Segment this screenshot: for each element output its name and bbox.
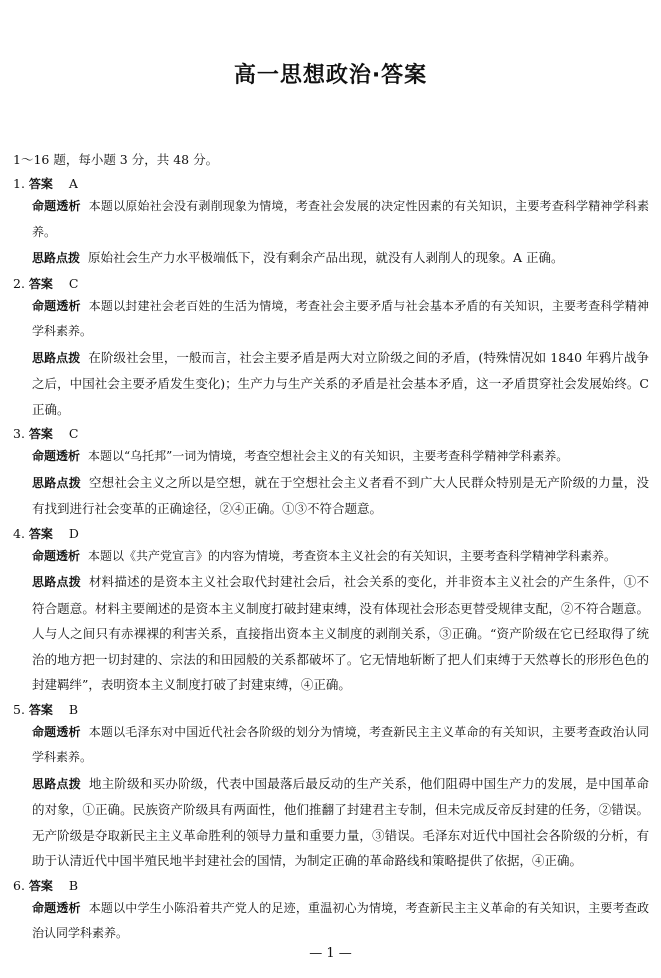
answer-value: D [68, 525, 79, 541]
answer-value: C [68, 275, 79, 291]
analysis-text: 本题以《共产党宣言》的内容为情境，考查资本主义社会的有关知识，主要考查科学精神学科素养。 [88, 548, 617, 563]
idea-label: 思路点拨 [32, 350, 81, 365]
analysis-label: 命题透析 [32, 548, 81, 563]
answer-label: 答案 [28, 526, 53, 541]
answer-label: 答案 [28, 177, 53, 191]
page-title: 高一思想政治·答案 [233, 63, 428, 88]
idea-label: 思路点拨 [32, 475, 81, 490]
idea-text: 地主阶级和买办阶级，代表中国最落后最反动的生产关系，他们阻碍中国生产力的发展，是中国革命的对象，①正确。民族资产阶级具有两面性，他们推翻了封建君主专制，但未完成反帝反封建的任务，②错误。无产阶级是夺取新民主主义革命胜利的领导力量和重要力量，③错误。毛泽东对近代中国社会各阶级的分析，有助于认清近代中国半殖民地半封建社会的国情，为制定正确的革命路线和策略提供了依据，④正确。 [32, 775, 649, 868]
analysis-text: 本题以毛泽东对中国近代社会各阶级的划分为情境，考查新民主主义革命的有关知识，主要考查政治认同学科素养。 [32, 724, 649, 764]
question-block [13, 173, 649, 272]
analysis-paragraph [32, 194, 649, 245]
question-header [13, 273, 649, 294]
question-block [13, 423, 649, 522]
analysis-paragraph [32, 720, 649, 771]
analysis-paragraph [32, 896, 649, 947]
analysis-label: 命题透析 [32, 449, 81, 463]
answer-label: 答案 [28, 702, 53, 717]
answer-value: B [68, 701, 79, 717]
question-block [13, 523, 649, 698]
idea-label: 思路点拨 [32, 575, 81, 589]
answer-value: A [68, 176, 78, 191]
intro-line: 1～16 题，每小题 3 分，共 48 分。 [13, 152, 219, 167]
analysis-text: 本题以中学生小陈沿着共产党人的足迹，重温初心为情境，考查新民主主义革命的有关知识，主要考查政治认同学科素养。 [32, 900, 649, 940]
answer-value: C [68, 426, 79, 441]
question-header [13, 173, 649, 194]
question-number: 6. [13, 877, 25, 893]
idea-paragraph [32, 345, 649, 423]
answer-label: 答案 [28, 427, 53, 441]
question-header [13, 699, 649, 720]
analysis-paragraph [32, 544, 649, 570]
idea-paragraph [32, 771, 649, 874]
idea-text: 原始社会生产力水平极端低下，没有剩余产品出现，就没有人剥削人的现象。A 正确。 [88, 250, 564, 265]
question-number: 3. [13, 426, 25, 441]
idea-text: 在阶级社会里，一般而言，社会主要矛盾是两大对立阶级之间的矛盾，(特殊情况如 1840 年鸦片战争之后，中国社会主要矛盾发生变化)；生产力与生产关系的矛盾是社会基本矛盾，这一矛盾贯穿社会发展始终。C 正确。 [32, 349, 649, 417]
analysis-label: 命题透析 [32, 199, 81, 213]
idea-paragraph [32, 569, 649, 698]
question-header [13, 523, 649, 544]
answer-value: B [68, 877, 79, 893]
question-block [13, 875, 649, 947]
analysis-label: 命题透析 [32, 900, 81, 915]
question-number: 4. [13, 525, 25, 541]
idea-label: 思路点拨 [32, 776, 81, 791]
page-number: — 1 — [309, 946, 352, 961]
idea-paragraph [32, 245, 649, 272]
question-number: 5. [13, 701, 25, 717]
answer-list [13, 173, 649, 947]
analysis-text: 本题以封建社会老百姓的生活为情境，考查社会主要矛盾与社会基本矛盾的有关知识，主要考查科学精神学科素养。 [32, 298, 649, 338]
idea-label: 思路点拨 [32, 251, 81, 265]
analysis-paragraph [32, 444, 649, 470]
question-block [13, 273, 649, 423]
analysis-label: 命题透析 [32, 298, 81, 313]
analysis-text: 本题以“乌托邦”一词为情境，考查空想社会主义的有关知识，主要考查科学精神学科素养。 [88, 449, 569, 463]
question-block [13, 699, 649, 874]
idea-paragraph [32, 470, 649, 522]
idea-text: 空想社会主义之所以是空想，就在于空想社会主义者看不到广大人民群众特别是无产阶级的力量，没有找到进行社会变革的正确途径，②④正确。①③不符合题意。 [32, 474, 649, 516]
answer-label: 答案 [28, 878, 53, 893]
question-header [13, 423, 649, 444]
analysis-text: 本题以原始社会没有剥削现象为情境，考查社会发展的决定性因素的有关知识，主要考查科学精神学科素养。 [32, 199, 649, 239]
idea-text: 材料描述的是资本主义社会取代封建社会后，社会关系的变化，并非资本主义社会的产生条件，①不符合题意。材料主要阐述的是资本主义制度打破封建束缚，没有体现社会形态更替受规律支配，②不符合题意。人与人之间只有赤裸裸的利害关系，直接指出资本主义制度的剥削关系，③正确。“资产阶级在它已经取得了统治的地方把一切封建的、宗法的和田园般的关系都破坏了。它无情地斩断了把人们束缚于天然尊长的形形色色的封建羁绊”，表明资本主义制度打破了封建束缚，④正确。 [32, 574, 649, 692]
question-number: 1. [13, 176, 25, 191]
question-header [13, 875, 649, 896]
question-number: 2. [13, 275, 25, 291]
answer-label: 答案 [28, 276, 53, 291]
analysis-label: 命题透析 [32, 724, 81, 739]
analysis-paragraph [32, 294, 649, 345]
